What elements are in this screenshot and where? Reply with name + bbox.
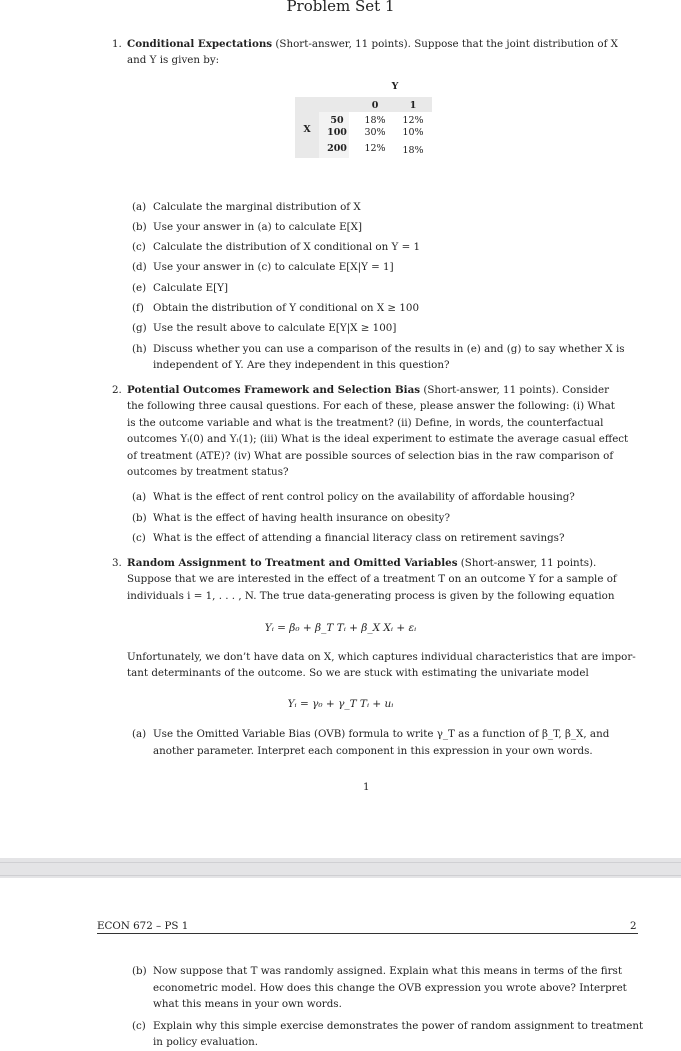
q1-part-text: Calculate E[Y]	[153, 282, 228, 294]
q3-header-line	[127, 555, 596, 572]
table-cell: 10%	[402, 127, 424, 138]
table-col-header-0: 0	[371, 100, 379, 111]
q1-part-text: Obtain the distribution of Y conditional on X ≥ 100	[153, 302, 419, 314]
q3-part-label: (a)	[132, 728, 147, 740]
q2-line: the following three causal questions. For each of these, please answer the following: (i) What	[127, 400, 615, 412]
table-col-header-1: 1	[409, 100, 417, 111]
q1-part-text: Use your answer in (c) to calculate E[X|Y = 1]	[153, 261, 394, 273]
table-row-x: 200	[327, 143, 347, 154]
q3-equation-1: Yᵢ = β₀ + β_T Tᵢ + β_X Xᵢ + εᵢ	[264, 622, 417, 634]
q3-part-text: Use the Omitted Variable Bias (OVB) formula to write γ_T as a function of β_T, β_X, and	[153, 728, 610, 740]
q3-number: 3.	[112, 557, 122, 569]
q2-part-label: (b)	[132, 512, 147, 524]
q1-part-label: (d)	[132, 261, 147, 273]
q1-part-text: Calculate the distribution of X conditional on Y = 1	[153, 241, 421, 253]
q2-line: of treatment (ATE)? (iv) What are possible sources of selection bias in the raw comparison of	[127, 450, 614, 462]
q2-part-text: What is the effect of rent control policy on the availability of affordable housing?	[153, 491, 575, 503]
q1-part-label: (f)	[132, 302, 144, 314]
q3-mid-line: Unfortunately, we don’t have data on X, which captures individual characteristics that are impor-	[127, 651, 636, 663]
p2-part-label: (b)	[132, 965, 147, 977]
q2-part-label: (c)	[132, 532, 146, 544]
page2-header-rule	[97, 933, 638, 934]
q3-line: individuals i = 1, . . . , N. The true data-generating process is given by the following equation	[127, 590, 615, 602]
q1-part-text: Calculate the marginal distribution of X	[153, 201, 361, 213]
table-y-label: Y	[391, 81, 399, 92]
separator-line	[0, 875, 681, 876]
q1-meta: (Short-answer, 11 points). Suppose that the joint distribution of X	[272, 38, 618, 50]
q1-heading: Conditional Expectations	[127, 38, 273, 50]
q1-part-text: Use the result above to calculate E[Y|X ≥ 100]	[153, 322, 397, 334]
q1-part-label: (h)	[132, 343, 147, 355]
q1-part-label: (e)	[132, 282, 147, 294]
q1-line2: and Y is given by:	[127, 54, 220, 66]
p2-part-text: what this means in your own words.	[153, 998, 342, 1010]
table-row-x: 50	[330, 115, 344, 126]
q2-number: 2.	[112, 384, 122, 396]
q1-part-label: (a)	[132, 201, 147, 213]
q1-part-label: (b)	[132, 221, 147, 233]
table-cell: 12%	[364, 143, 386, 154]
q3-line: (Short-answer, 11 points).	[457, 557, 597, 569]
q2-line: outcomes Yᵢ(0) and Yᵢ(1); (iii) What is the ideal experiment to estimate the average casual effect	[127, 433, 629, 445]
q1-number: 1.	[112, 38, 122, 50]
p2-part-text: in policy evaluation.	[153, 1036, 259, 1048]
q2-part-label: (a)	[132, 491, 147, 503]
p2-part-text: Now suppose that T was randomly assigned. Explain what this means in terms of the first	[153, 965, 622, 977]
q2-line: outcomes by treatment status?	[127, 466, 289, 478]
table-x-label: X	[303, 124, 311, 135]
table-row-x: 100	[327, 127, 347, 138]
table-cell: 18%	[402, 145, 424, 156]
q1-part-label: (g)	[132, 322, 147, 334]
page2-header-right: 2	[630, 920, 637, 932]
page-separator	[0, 858, 681, 878]
q1-part-text: Discuss whether you can use a comparison of the results in (e) and (g) to say whether X is	[153, 343, 625, 355]
table-cell: 30%	[364, 127, 386, 138]
q1-header-line	[127, 36, 618, 53]
q2-part-text: What is the effect of attending a financial literacy class on retirement savings?	[153, 532, 565, 544]
q3-equation-2: Yᵢ = γ₀ + γ_T Tᵢ + uᵢ	[287, 698, 394, 710]
table-cell: 18%	[364, 115, 386, 126]
page-number: 1	[363, 781, 370, 793]
q2-heading: Potential Outcomes Framework and Selection Bias	[127, 384, 421, 396]
q1-part-text: Use your answer in (a) to calculate E[X]	[153, 221, 362, 233]
q2-header-line	[127, 382, 609, 399]
page-title: Problem Set 1	[286, 0, 395, 15]
q2-part-text: What is the effect of having health insurance on obesity?	[153, 512, 451, 524]
p2-part-label: (c)	[132, 1020, 146, 1032]
q1-part-text: independent of Y. Are they independent in this question?	[153, 359, 450, 371]
p2-part-text: econometric model. How does this change the OVB expression you wrote above? Interpret	[153, 982, 627, 994]
q2-line: is the outcome variable and what is the treatment? (ii) Define, in words, the counterfactual	[127, 417, 604, 429]
page2-header-left: ECON 672 – PS 1	[97, 920, 189, 932]
separator-line	[0, 862, 681, 863]
q3-line: Suppose that we are interested in the effect of a treatment T on an outcome Y for a sample of	[127, 573, 617, 585]
q3-mid-line: tant determinants of the outcome. So we are stuck with estimating the univariate model	[127, 667, 589, 679]
q1-part-label: (c)	[132, 241, 146, 253]
table-cell: 12%	[402, 115, 424, 126]
q3-heading: Random Assignment to Treatment and Omitted Variables	[127, 557, 458, 569]
q3-part-text: another parameter. Interpret each component in this expression in your own words.	[153, 745, 593, 757]
p2-part-text: Explain why this simple exercise demonstrates the power of random assignment to treatment	[153, 1020, 644, 1032]
q2-line: (Short-answer, 11 points). Consider	[420, 384, 610, 396]
